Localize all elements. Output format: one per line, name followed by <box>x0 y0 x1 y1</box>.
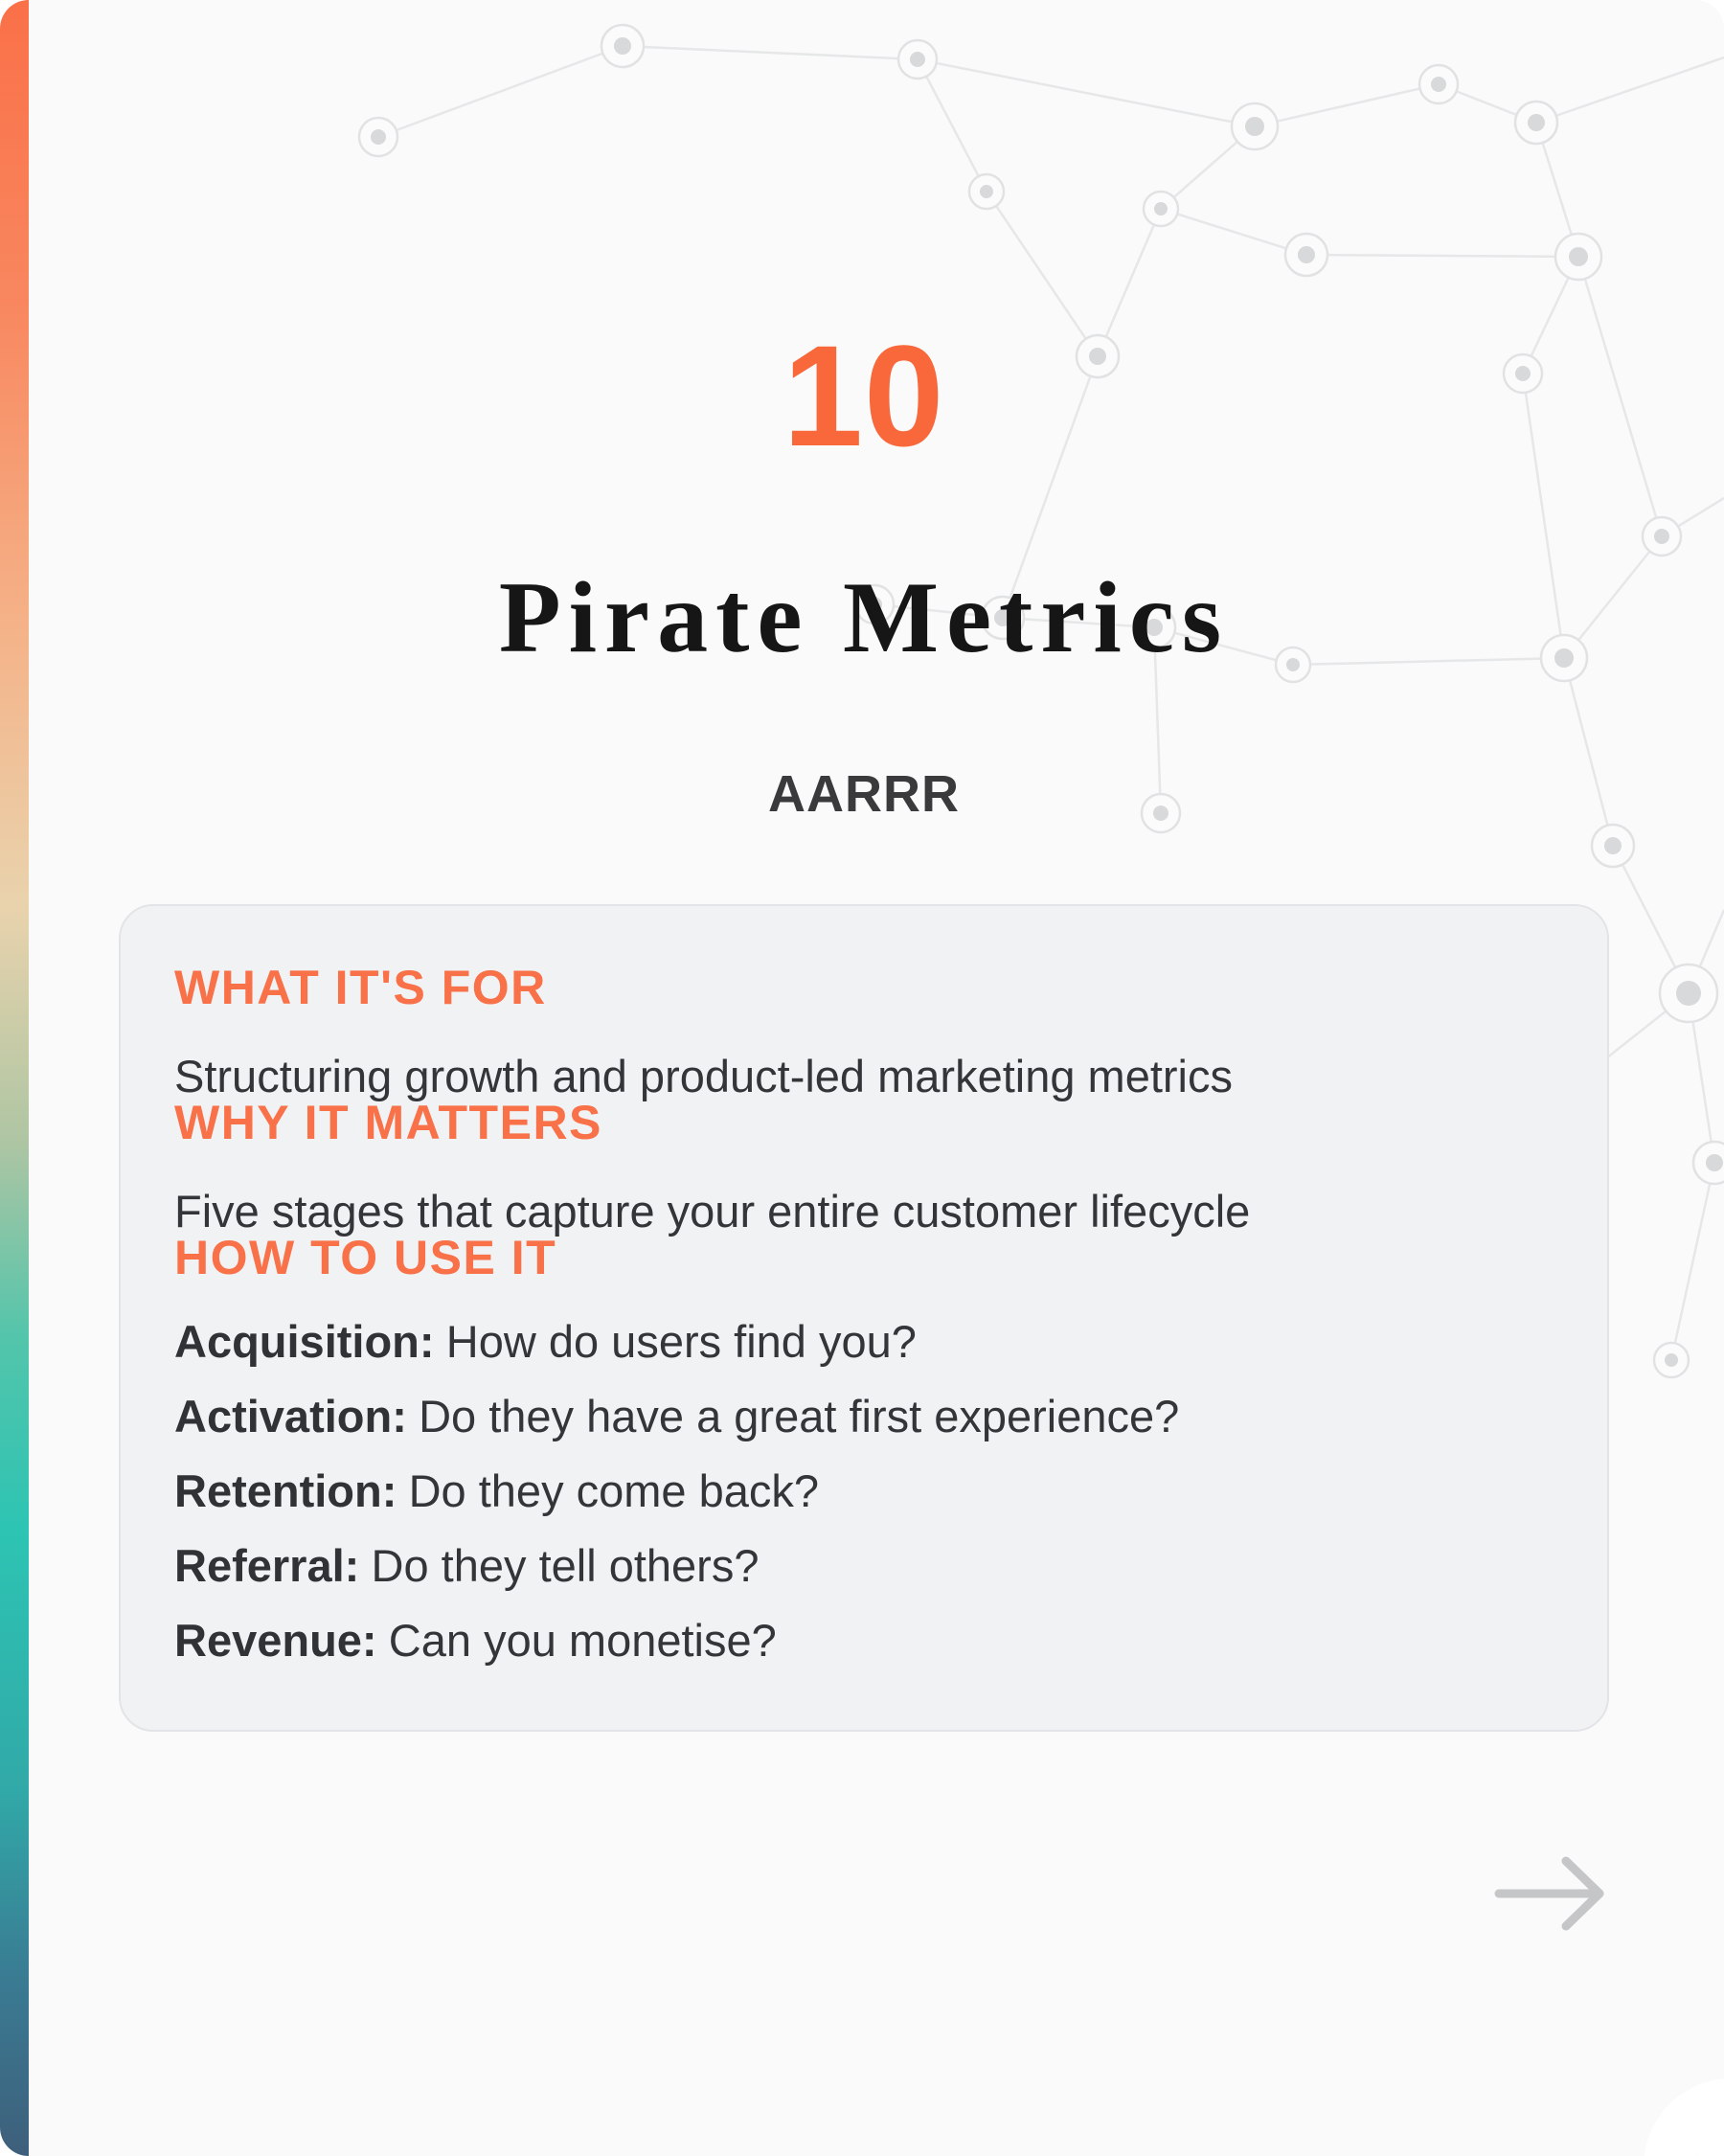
section-why-it-matters <box>174 1096 1554 1237</box>
list-item-revenue <box>174 1603 1554 1678</box>
item-text: Do they have a great first experience? <box>419 1391 1180 1441</box>
list-item-acquisition <box>174 1305 1554 1379</box>
item-label: Activation: <box>174 1391 407 1441</box>
list-item-referral <box>174 1529 1554 1603</box>
section-how-to-use-it <box>174 1231 1554 1678</box>
list-item-retention <box>174 1454 1554 1529</box>
section-heading-why-it-matters: WHY IT MATTERS <box>174 1096 602 1149</box>
slide-subtitle: AARRR <box>768 765 960 823</box>
item-label: Acquisition: <box>174 1316 435 1367</box>
item-label: Revenue: <box>174 1615 377 1666</box>
arrow-right-icon[interactable] <box>1492 1854 1609 1933</box>
item-text: Do they come back? <box>408 1465 820 1516</box>
gradient-accent-bar <box>0 0 29 2156</box>
usage-steps-list <box>174 1305 1554 1678</box>
slide-title: Pirate Metrics <box>498 561 1230 673</box>
section-heading-what-its-for: WHAT IT'S FOR <box>174 961 547 1014</box>
item-text: How do users find you? <box>445 1316 917 1367</box>
section-heading-how-to-use-it: HOW TO USE IT <box>174 1231 557 1284</box>
section-what-its-for <box>174 961 1554 1101</box>
corner-circle-decoration <box>1644 2078 1724 2156</box>
item-label: Referral: <box>174 1540 360 1591</box>
item-text: Do they tell others? <box>371 1540 760 1591</box>
slide-content <box>119 0 1609 1933</box>
section-body-why-it-matters: Five stages that capture your entire customer lifecycle <box>174 1186 1251 1237</box>
item-label: Retention: <box>174 1465 397 1516</box>
framework-info-card <box>119 904 1609 1732</box>
item-text: Can you monetise? <box>388 1615 777 1666</box>
list-item-activation <box>174 1379 1554 1454</box>
slide-number: 10 <box>783 315 945 476</box>
section-body-what-its-for: Structuring growth and product-led marketing metrics <box>174 1051 1233 1101</box>
